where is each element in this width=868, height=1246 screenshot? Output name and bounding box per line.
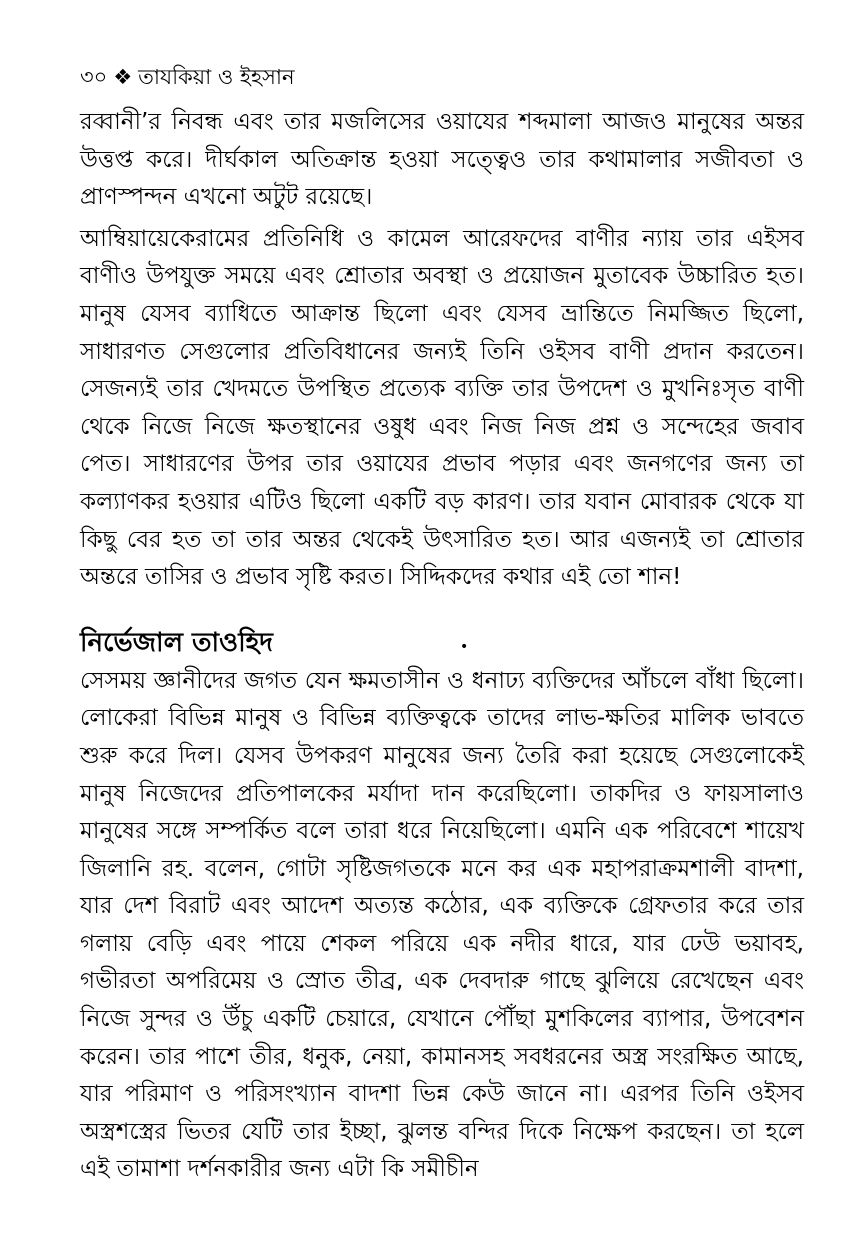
document-page <box>80 62 804 1189</box>
running-head <box>80 62 804 104</box>
page-number: ৩০ <box>80 65 108 89</box>
book-title: তাযকিয়া ও ইহসান <box>138 65 295 89</box>
section-body-paragraph: সেসময় জ্ঞানীদের জগত যেন ক্ষমতাসীন ও ধনাঢ্য ব্যক্তিদের আঁচলে বাঁধা ছিলো। লোকেরা বিভিন্ন মানুষ ও বিভিন্ন ব্যক্তিত্বকে তাদের লাভ-ক্ষতির মালিক ভাবতে শুরু করে দিল। যেসব উপকরণ মানুষের জন্য তৈরি করা হয়েছে সেগুলোকেই মানুষ নিজেদের প্রতিপালকের মর্যাদা দান করেছিলো। তাকদির ও ফায়সালাও মানুষের সঙ্গে সম্পর্কিত বলে তারা ধরে নিয়েছিলো। এমনি এক পরিবেশে শায়েখ জিলানি রহ. বলেন, গোটা সৃষ্টিজগতকে মনে কর এক মহাপরাক্রমশালী বাদশা, যার দেশ বিরাট এবং আদেশ অত্যন্ত কঠোর, এক ব্যক্তিকে গ্রেফতার করে তার গলায় বেড়ি এবং পায়ে শেকল পরিয়ে এক নদীর ধারে, যার ঢেউ ভয়াবহ, গভীরতা অপরিমেয় ও স্রোত তীব্র, এক দেবদারু গাছে ঝুলিয়ে রেখেছেন এবং নিজে সুন্দর ও উঁচু একটি চেয়ারে, যেখানে পৌঁছা মুশকিলের ব্যাপার, উপবেশন করেন। তার পাশে তীর, ধনুক, নেয়া, কামানসহ সবধরনের অস্ত্র সংরক্ষিত আছে, যার পরিমাণ ও পরিসংখ্যান বাদশা ভিন্ন কেউ জানে না। এরপর তিনি ওইসব অস্ত্রশস্ত্রের ভিতর যেটি তার ইচ্ছা, ঝুলন্ত বন্দির দিকে নিক্ষেপ করছেন। তা হলে এই তামাশা দর্শনকারীর জন্য এটা কি সমীচীন <box>80 667 804 1183</box>
section-heading <box>80 623 804 663</box>
stray-ink-mark: • <box>460 638 469 655</box>
separator-ornament-icon: ❖ <box>113 65 133 89</box>
section-heading-text: নির্ভেজাল তাওহিদ <box>80 627 273 658</box>
paragraph: রব্বানী’র নিবন্ধ এবং তার মজলিসের ওয়াযের শব্দমালা আজও মানুষের অন্তর উত্তপ্ত করে। দীর্ঘকাল অতিক্রান্ত হওয়া সত্ত্বেও তার কথামালার সজীবতা ও প্রাণস্পন্দন এখনো অটুট রয়েছে। <box>80 109 804 211</box>
paragraph: আম্বিয়ায়েকেরামের প্রতিনিধি ও কামেল আরেফদের বাণীর ন্যায় তার এইসব বাণীও উপযুক্ত সময়ে এবং শ্রোতার অবস্থা ও প্রয়োজন মুতাবেক উচ্চারিত হত। মানুষ যেসব ব্যাধিতে আক্রান্ত ছিলো এবং যেসব ভ্রান্তিতে নিমজ্জিত ছিলো, সাধারণত সেগুলোর প্রতিবিধানের জন্যই তিনি ওইসব বাণী প্রদান করতেন। সেজন্যই তার খেদমতে উপস্থিত প্রত্যেক ব্যক্তি তার উপদেশ ও মুখনিঃসৃত বাণী থেকে নিজে নিজে ক্ষতস্থানের ওষুধ এবং নিজ নিজ প্রশ্ন ও সন্দেহের জবাব পেত। সাধারণের উপর তার ওয়াযের প্রভাব পড়ার এবং জনগণের জন্য তা কল্যাণকর হওয়ার এটিও ছিলো একটি বড় কারণ। তার যবান মোবারক থেকে যা কিছু বের হত তা তার অন্তর থেকেই উৎসারিত হত। আর এজন্যই তা শ্রোতার অন্তরে তাসির ও প্রভাব সৃষ্টি করত। সিদ্দিকদের কথার এই তো শান! <box>80 225 804 591</box>
